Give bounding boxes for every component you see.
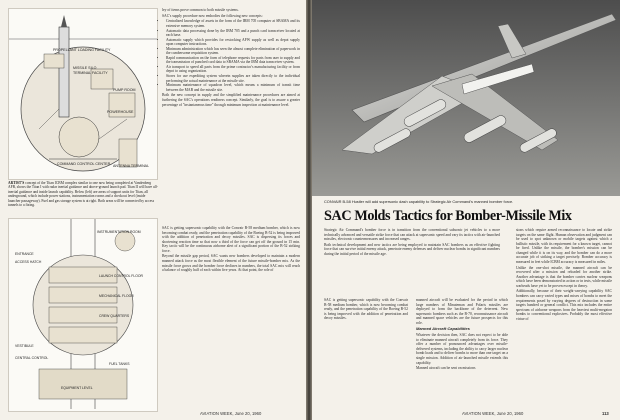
list-item: • Rapid communication on the form of telephone requests for parts from user to supply and the transmission of punched card data to SBAMA via the IBM data transceiver system.: [166, 56, 300, 65]
paragraph: SAC is getting supersonic capability with the Convair B-58 medium bomber, which is now becoming combat ready, and the penetration capability of the Boeing B-52 is being improved with the addition of penetration and decoy missiles.: [324, 298, 408, 321]
right-column-3: [516, 228, 612, 323]
paragraph: Strategic Air Command's bomber force is in transition from the conventional subsonic jet vehicles to a more technically advanced and versatile strike force that can attack at supersonic speed and vary its tactics with air-launched missiles, electronic countermeasures and increased ranges.: [324, 228, 500, 242]
caption-text: concept of the Titan ICBM complex similar to one now being completed at Vandenberg AFB, shows the Titan I with radar inertial guidance and above-ground launch pad. Titan II will have all-inertial guidance and inside launch capability. Below (left) are areas of support units for Titan, all underground, which include power stations, instrumentation rooms and a checkout level (inside launcher passageway). Fuel and gas storage system is at right. Both areas will be connected by access tunnels to a fixing.: [8, 181, 158, 208]
subheading: Manned Aircraft Capabilities: [416, 326, 470, 332]
list-item: • Stores for use expediting system wherein supplies are taken directly to the individual performing the actual maintenance at the missile site.: [166, 74, 300, 83]
figure1-caption: [8, 181, 158, 207]
label-access-hatch: ACCESS HATCH: [15, 260, 42, 264]
paragraph: Additionally, because of their weight-carrying capability SAC bombers can carry varied types and mixes of bombs to meet the requirements posed by varying degrees of destruction in some targets hundred or general conflict. This mix includes the entire spectrum of airborne weapons from the heaviest multi-megaton bombs to conventional explosives. Probably the most effective virtue of: [516, 289, 612, 321]
paragraph: Whatever the decision then, SAC does not expect to be able to eliminate manned aircraft completely from its force. They offer a number of pronounced advantages over missile-delivered systems, including the ability to carry larger nuclear bomb loads and to deliver bombs to more than one target on a single mission. Addition of air-launched missile extends this capability.: [416, 333, 508, 365]
paragraph: Unlike the one-shot missile, the manned aircraft can be recovered after a mission and reloaded for another strike. Another advantage is that the bomber carries nuclear weapons which have been demonstrated in action or in tests, while missile warheads have yet to be proven except in theory.: [516, 265, 612, 288]
right-column-1b: [324, 298, 408, 322]
left-column-top: [162, 8, 300, 108]
list-item: • Automatic supply which provides for restocking AFW supply as well as depot supply upon computer instructions.: [166, 38, 300, 47]
list-item: • Centralized knowledge of assets in the form of the IBM 705 computer at SBAMA and its extensive memory system.: [166, 19, 300, 28]
label-fuel-tanks: FUEL TANKS: [109, 362, 130, 366]
paragraph: SAC is getting supersonic capability with the Convair B-58 medium bomber, which is now becoming combat ready, and the penetration capability of the Boeing B-52 is being improved with the addition of penetration and decoy missiles. SAC is dispersing its forces and shortening reaction time so that now a third of the force can get off the ground in 15 min. Key tactic will be the continuous airborne alert of a significant portion of the B-52 striking force.: [162, 226, 300, 253]
label-launch-control: LAUNCH CONTROL FLOOR: [99, 274, 143, 278]
launch-control-illustration: [8, 218, 158, 412]
right-column-1: [324, 228, 500, 258]
concept-list: [162, 19, 300, 92]
caption-lead: ARTIST'S: [8, 181, 25, 185]
label-control: COMMAND CONTROL CENTER: [57, 162, 111, 166]
left-folio: AVIATION WEEK, June 20, 1960: [200, 411, 262, 416]
label-powerhouse: POWERHOUSE: [107, 110, 134, 114]
label-crew-quarters: CREW QUARTERS: [99, 314, 130, 318]
paragraph: Both technical development and new tactics are being employed to maintain SAC bombers as an effective fighting force that can survive initial enemy attack, penetrate enemy defenses and deliver nuclear bombs in significant numbers during the initial period of the missile age.: [324, 242, 500, 256]
label-propellant: PROPELLANT LOADING FACILITY: [53, 48, 111, 52]
list-item: • Minimum administration which has seen the almost complete elimination of paperwork in the cumbersome requisition system.: [166, 47, 300, 56]
paragraph: Beyond the missile gap period, SAC wants new bombers developed to maintain a modern manned attack force as the most flexible element of the future missile-bomber mix. As the missile force grows and the bomber force declines in numbers, the total SAC mix will reach a balance of roughly half of each within five years. At that point, the role of: [162, 254, 300, 273]
label-missile-silo: MISSILE SILO: [73, 66, 97, 70]
paragraph: SAC's supply procedure now embodies the following new concepts:: [162, 13, 263, 18]
paragraph: ley of items prove common to both missile systems.: [162, 8, 239, 12]
label-instrumentation: INSTRUMENTATION ROOM: [97, 230, 141, 234]
list-item: • Automatic data processing done by the IBM 705 and a punch card transceiver located at each base.: [166, 29, 300, 38]
right-column-2: [416, 298, 508, 372]
paragraph: sions which require armed reconnaissance to locate and strike targets on the same flight. Human observation and judgment can be used to spot unknown or mobile targets against which a ballistic missile, with its requirement for a known target, cannot be fired. Unlike the missile, the bomber's mission can be changed while it is on its way, and the bomber can do a more accurate job of striking a target precisely. Bomber accuracy is measured in feet while ICBM accuracy is measured in miles.: [516, 228, 612, 264]
paragraph: manned aircraft will be evaluated for the period in which large numbers of Minuteman and Polaris missiles are deployed to form the backbone of the deterrent. New supersonic bombers such as the B-70, reconnaissance aircraft and manned space vehicles are the future prospects for this role.: [416, 298, 508, 325]
label-equipment: EQUIPMENT LEVEL: [61, 386, 93, 390]
paragraph: Manned aircraft can be sent on missions: [416, 366, 476, 371]
label-pump-room: PUMP ROOM: [113, 88, 136, 92]
b58-photo: [312, 0, 620, 196]
page-number: 113: [602, 411, 609, 416]
paragraph: Both the new concept in supply and the simplified maintenance procedures are aimed at furthering the SAC's operations readiness concept. Similarly, the goal is to assure a greater percentage of "instantaneous time" through minimum inspection at maintenance level.: [162, 93, 300, 107]
titan-complex-illustration: [8, 8, 158, 180]
article-headline: SAC Molds Tactics for Bomber-Missile Mix: [324, 208, 572, 224]
photo-caption: CONVAIR B-58 Hustler will add supersonic dash capability to Strategic Air Command's manned bomber force.: [324, 199, 514, 204]
label-central-control: CENTRAL CONTROL: [15, 356, 49, 360]
b58-aircraft-image: [312, 0, 620, 196]
left-column-bottom: [162, 226, 300, 274]
label-antenna: ANTENNA TERMINAL: [113, 164, 150, 168]
label-vestibule: VESTIBULE: [15, 344, 34, 348]
label-entrance: ENTRANCE: [15, 252, 34, 256]
label-terminal: TERMINAL FACILITY: [73, 71, 108, 75]
launch-control-drawing: [9, 219, 157, 411]
right-folio: AVIATION WEEK, June 20, 1960: [462, 411, 524, 416]
list-item: • Minimum maintenance of squadron level, which means a minimum of transit time between the MAB and the missile site.: [166, 83, 300, 92]
label-mechanical: MECHANICAL FLOOR: [99, 294, 134, 298]
list-item: • Air transport to speed all parts from the prime contractor's manufacturing facility or from depot to using organization.: [166, 65, 300, 74]
right-page: [312, 0, 620, 420]
titan-complex-drawing: [9, 9, 157, 179]
left-page: [0, 0, 306, 420]
